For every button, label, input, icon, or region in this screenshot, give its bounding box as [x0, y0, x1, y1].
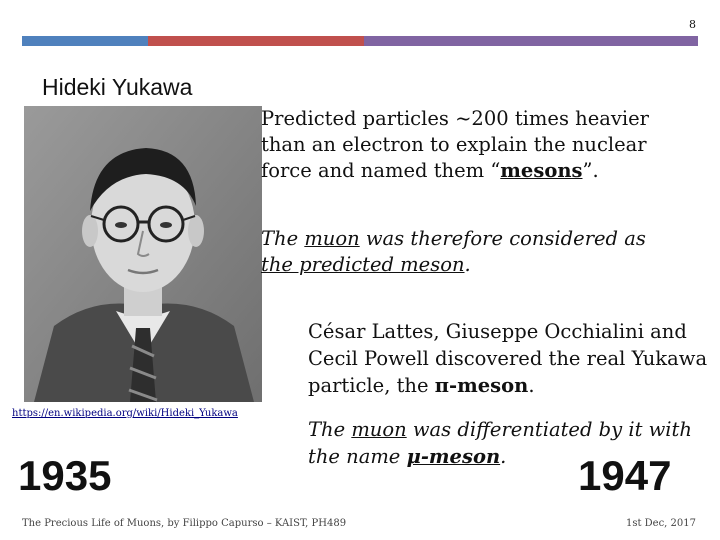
prediction-text-end: ”.	[582, 159, 599, 182]
muon-term-2: muon	[351, 418, 407, 441]
footer-date: 1st Dec, 2017	[625, 518, 696, 529]
discovery-text-body: César Lattes, Giuseppe Occhialini and Cecil Powell discovered the real Yukawa particle, the	[308, 320, 708, 397]
muon-term: muon	[304, 227, 360, 250]
muon-considered-end: .	[464, 253, 471, 276]
photo-source-link[interactable]: https://en.wikipedia.org/wiki/Hideki_Yukawa	[12, 408, 238, 419]
muon-differentiated-end: .	[500, 445, 507, 468]
footer-presentation-title: The Precious Life of Muons, by Filippo Capurso – KAIST, PH489	[22, 518, 347, 529]
muon-differentiated-part1: The	[308, 418, 352, 441]
header-bar-blue-segment	[22, 36, 148, 46]
header-color-bar	[22, 36, 698, 46]
discovery-text-end: .	[528, 374, 535, 397]
year-1947: 1947	[578, 452, 672, 499]
person-name: Hideki Yukawa	[42, 74, 193, 100]
mu-meson-term: μ-meson	[406, 445, 501, 468]
muon-considered-part2: was therefore considered as	[359, 227, 646, 250]
portrait-photo	[24, 106, 262, 402]
header-bar-purple-segment	[364, 36, 698, 46]
prediction-text-body: Predicted particles ~200 times heavier than an electron to explain the nuclear force and named them “	[261, 107, 649, 182]
pi-meson-term: π-meson	[434, 374, 529, 397]
muon-considered-part1: The	[261, 227, 305, 250]
discovery-text	[308, 318, 708, 399]
prediction-text	[261, 106, 651, 184]
header-bar-red-segment	[148, 36, 364, 46]
mesons-term: mesons	[500, 159, 583, 182]
year-1935: 1935	[18, 452, 112, 499]
muon-considered-text	[261, 226, 651, 278]
predicted-meson-term: the predicted meson	[261, 253, 465, 276]
slide-number: 8	[689, 18, 696, 31]
muon-differentiated-part2: was differentiated by it with the name	[308, 418, 692, 468]
